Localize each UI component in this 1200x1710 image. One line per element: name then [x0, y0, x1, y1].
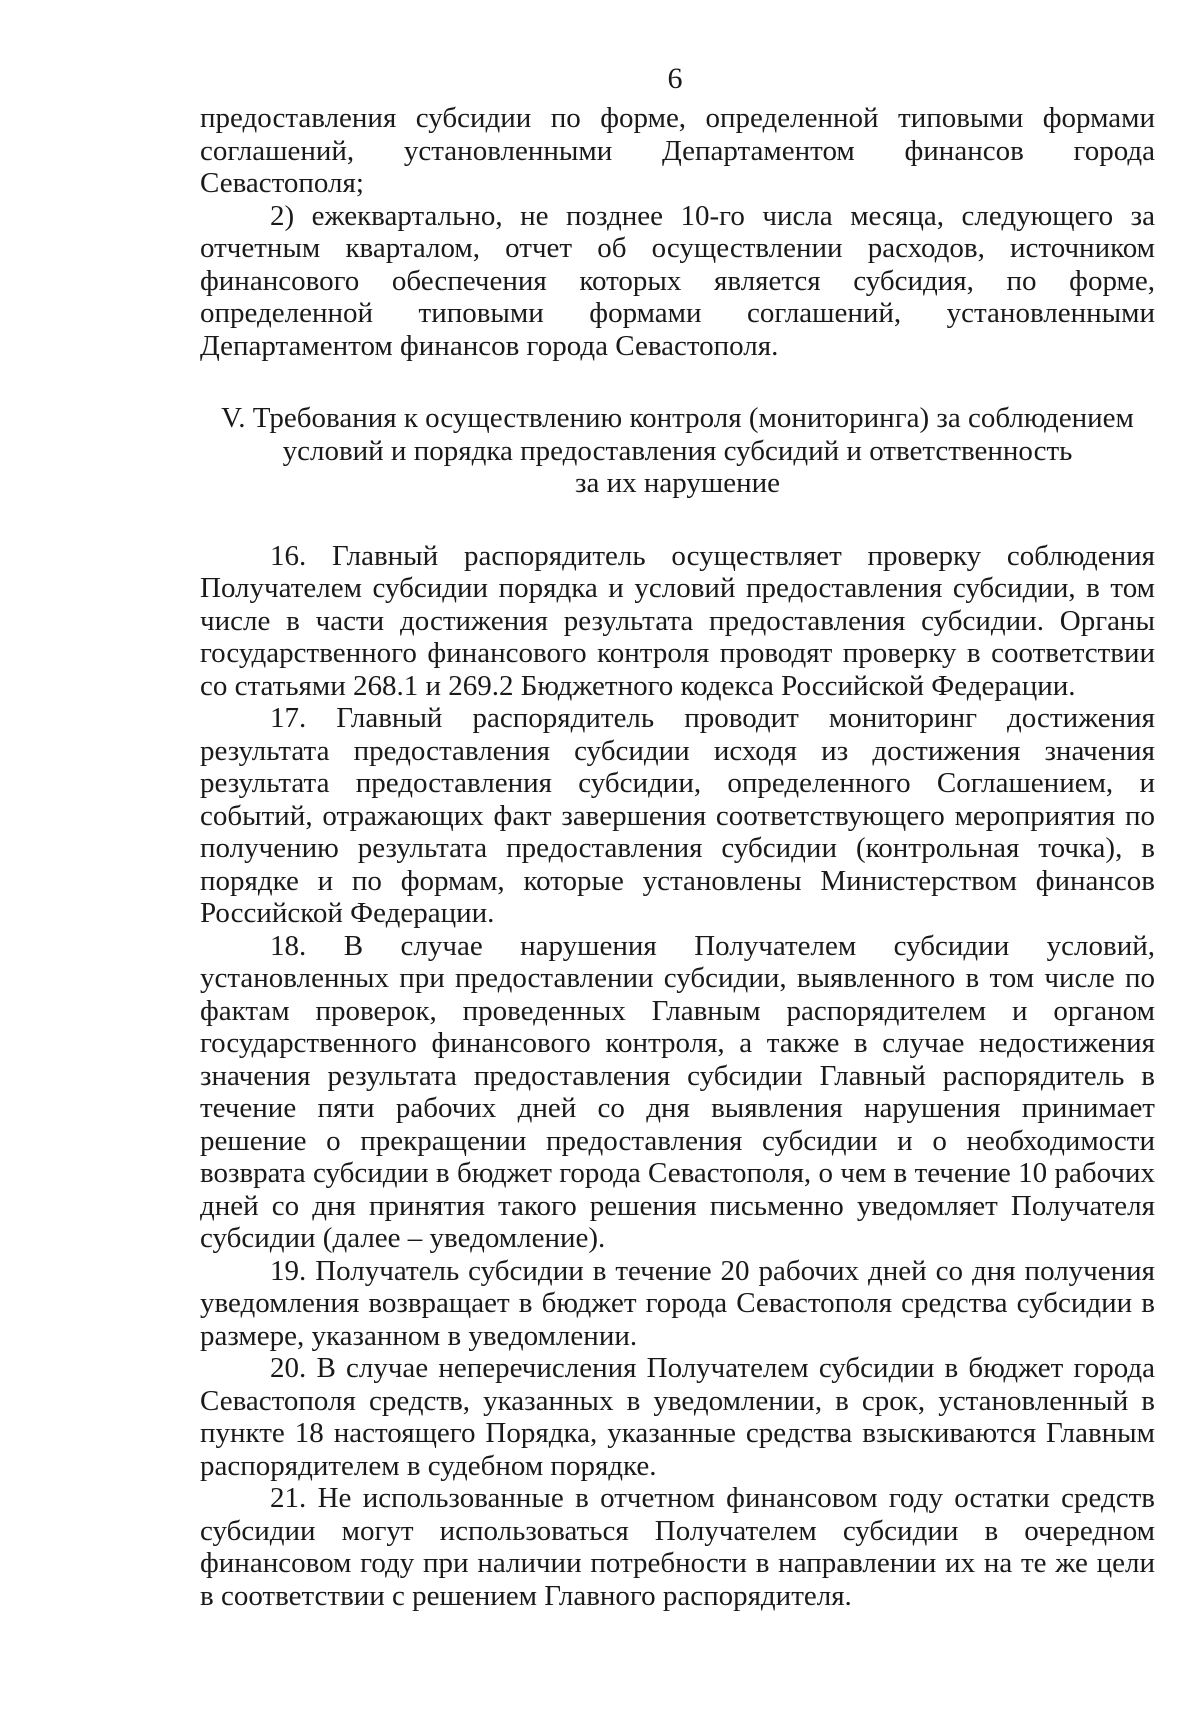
paragraph-continuation: предоставления субсидии по форме, определенной типовыми формами соглашений, установленными Департаментом финансов города Севастополя; [200, 102, 1155, 199]
section-heading-line-3: за их нарушение [575, 467, 780, 499]
section-heading-line-2: условий и порядка предоставления субсидий и ответственность [282, 434, 1073, 467]
section-heading-line-1: V. Требования к осуществлению контроля (мониторинга) за соблюдением [221, 402, 1134, 434]
page-number: 6 [667, 62, 683, 95]
paragraph-20: 20. В случае неперечисления Получателем субсидии в бюджет города Севастополя средств, указанных в уведомлении, в срок, установленный в пункте 18 настоящего Порядка, указанные средства взыскиваются Главным распорядителем в судебном порядке. [200, 1352, 1155, 1482]
paragraph-19: 19. Получатель субсидии в течение 20 рабочих дней со дня получения уведомления возвращает в бюджет города Севастополя средства субсидии в размере, указанном в уведомлении. [200, 1254, 1155, 1352]
paragraph-17: 17. Главный распорядитель проводит мониторинг достижения результата предоставления субсидии исходя из достижения значения результата предоставления субсидии, определенного Соглашением, и событий, отражающих факт завершения соответствующего мероприятия по получению результата предоставления субсидии (контрольная точка), в порядке и по формам, которые установлены Министерством финансов Российской Федерации. [200, 702, 1155, 929]
paragraph-16: 16. Главный распорядитель осуществляет проверку соблюдения Получателем субсидии порядка и условий предоставления субсидии, в том числе в части достижения результата предоставления субсидии. Органы государственного финансового контроля проводят проверку в соответствии со статьями 268.1 и 269.2 Бюджетного кодекса Российской Федерации. [200, 539, 1155, 702]
paragraph-item-2: 2) ежеквартально, не позднее 10-го числа месяца, следующего за отчетным кварталом, отчет об осуществлении расходов, источником финансового обеспечения которых является субсидия, по форме, определенной типовыми формами соглашений, установленными Департаментом финансов города Севастополя. [200, 199, 1155, 362]
paragraph-18: 18. В случае нарушения Получателем субсидии условий, установленных при предоставлении субсидии, выявленного в том числе по фактам проверок, проведенных Главным распорядителем и органом государственного финансового контроля, а также в случае недостижения значения результата предоставления субсидии Главный распорядитель в течение пяти рабочих дней со дня выявления нарушения принимает решение о прекращении предоставления субсидии и о необходимости возврата субсидии в бюджет города Севастополя, о чем в течение 10 рабочих дней со дня принятия такого решения письменно уведомляет Получателя субсидии (далее – уведомление). [200, 929, 1155, 1254]
document-body [200, 102, 1155, 1612]
section-heading [200, 402, 1155, 500]
paragraph-21: 21. Не использованные в отчетном финансовом году остатки средств субсидии могут использоваться Получателем субсидии в очередном финансовом году при наличии потребности в направлении их на те же цели в соответствии с решением Главного распорядителя. [200, 1482, 1155, 1612]
